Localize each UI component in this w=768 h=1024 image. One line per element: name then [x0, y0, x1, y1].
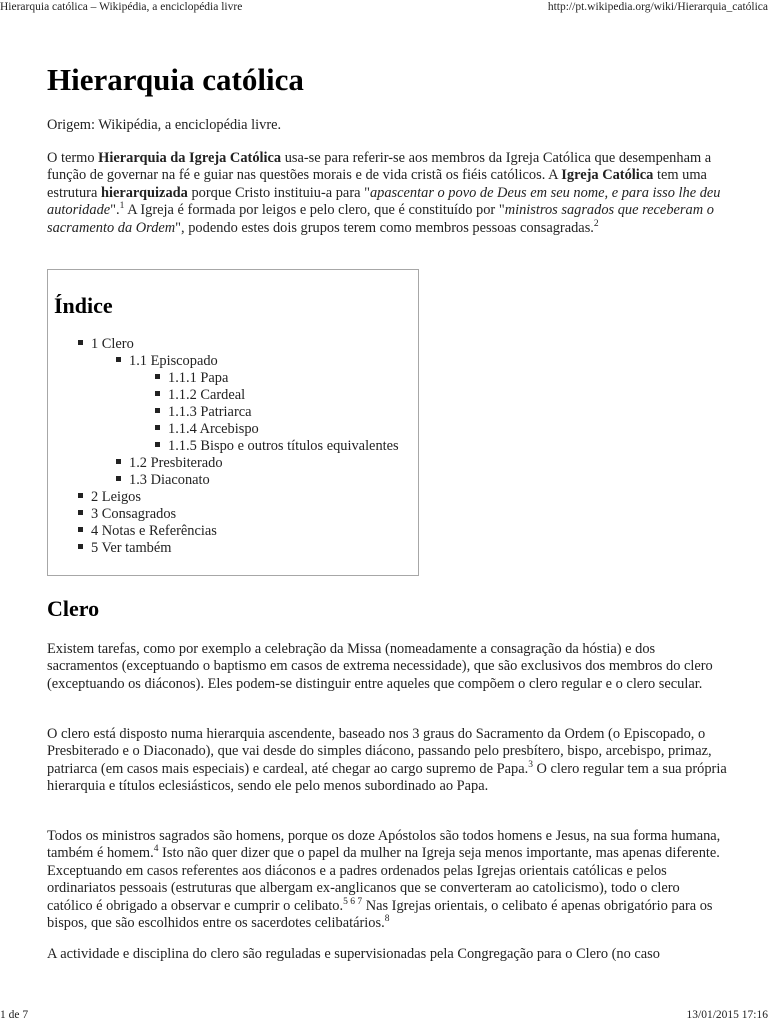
- intro-quote: apascentar o povo de Deus em seu nome, e para isso lhe deu autoridade: [47, 184, 721, 219]
- paragraph-text: Nas Igrejas orientais, o celibato é apenas obrigatório para os bispos, que são escolhidos entre os sacerdotes celibatários.: [47, 897, 713, 932]
- intro-text: porque Cristo instituiu-a para ": [187, 184, 370, 201]
- print-footer: [0, 1008, 768, 1022]
- paragraph-text: O clero está disposto numa hierarquia ascendente, baseado nos 3 graus do Sacramento da Ordem (o Episcopado, o Presbiterado e o Diaconado), que vai desde do simples diácono, passando pelo presbítero, bispo, arcebispo, primaz, patriarca (em casos mais especiais) e cardeal, até chegar ao cargo supremo de Papa.: [47, 726, 712, 777]
- clero-paragraph-2: [47, 726, 727, 796]
- reference-5[interactable]: 5: [343, 896, 348, 907]
- intro-quote: ministros sagrados que receberam o sacramento da Ordem: [47, 202, 714, 236]
- intro-text: O termo: [47, 150, 99, 166]
- bullet-icon: [116, 357, 121, 362]
- reference-7[interactable]: 7: [357, 896, 363, 907]
- reference-4[interactable]: 4: [153, 844, 159, 855]
- clero-paragraph-1: Existem tarefas, como por exemplo a celebração da Missa (nomeadamente a consagração da hóstia) e dos sacramentos (exceptuando o baptismo em casos de extrema necessidade), que são exclusivos dos membros do clero (exceptuando os diáconos). Eles podem-se distinguir entre aqueles que compõem o clero regular e o clero secular.: [47, 641, 713, 692]
- reference-6[interactable]: 6: [350, 896, 355, 907]
- toc-item[interactable]: [155, 438, 399, 455]
- bullet-icon: [155, 408, 160, 413]
- toc-item-label[interactable]: 1.3 Diaconato: [129, 472, 210, 488]
- bullet-icon: [155, 442, 160, 447]
- bullet-icon: [78, 527, 83, 532]
- toc-title: Índice: [54, 293, 113, 318]
- reference-1[interactable]: 1: [119, 201, 125, 212]
- bullet-icon: [116, 476, 121, 481]
- clero-paragraph-3: [47, 828, 727, 932]
- paragraph-text: Todos os ministros sagrados são homens, porque os doze Apóstolos são todos homens e Jesus, na sua forma humana, também é homem.: [47, 828, 721, 862]
- toc-item[interactable]: [116, 472, 210, 489]
- intro-bold-term: Hierarquia da Igreja Católica: [98, 150, 282, 166]
- intro-text: tem uma estrutura: [47, 167, 707, 201]
- section-heading-clero: Clero: [47, 596, 100, 621]
- toc-item-label[interactable]: 1.1.4 Arcebispo: [168, 421, 259, 437]
- clero-paragraph-4: A actividade e disciplina do clero são reguladas e supervisionadas pela Congregação para o Clero (no caso: [47, 946, 660, 962]
- bullet-icon: [155, 425, 160, 430]
- intro-text: ".: [110, 202, 120, 219]
- reference-8[interactable]: 8: [384, 914, 390, 925]
- bullet-icon: [116, 459, 121, 464]
- toc-item[interactable]: [155, 387, 245, 404]
- bullet-icon: [155, 374, 160, 379]
- print-header-url[interactable]: http://pt.wikipedia.org/wiki/Hierarquia_católica: [547, 1, 768, 13]
- bullet-icon: [78, 493, 83, 498]
- toc-item[interactable]: [78, 336, 134, 353]
- toc-item-label[interactable]: 5 Ver também: [91, 540, 172, 556]
- toc-item[interactable]: [78, 489, 141, 506]
- print-datetime: 13/01/2015 17:16: [686, 1009, 768, 1021]
- toc-item[interactable]: [155, 421, 259, 438]
- toc-item[interactable]: [116, 455, 223, 472]
- page-number: 1 de 7: [0, 1009, 29, 1021]
- toc-item[interactable]: [116, 353, 218, 370]
- toc-item-label[interactable]: 1.1.2 Cardeal: [168, 387, 246, 403]
- intro-bold-hierarquizada: hierarquizada: [100, 184, 188, 201]
- reference-2[interactable]: 2: [593, 218, 599, 229]
- bullet-icon: [78, 510, 83, 515]
- toc-item[interactable]: [78, 540, 171, 557]
- toc-item-label[interactable]: 1.2 Presbiterado: [129, 455, 223, 471]
- toc-item-label[interactable]: 1.1.5 Bispo e outros títulos equivalentes: [168, 438, 399, 454]
- toc-item[interactable]: [78, 506, 176, 523]
- print-header-title: Hierarquia católica – Wikipédia, a enciclopédia livre: [0, 1, 243, 13]
- toc-item-label[interactable]: 4 Notas e Referências: [91, 523, 217, 539]
- bullet-icon: [78, 544, 83, 549]
- toc-item-label[interactable]: 1.1 Episcopado: [129, 353, 218, 369]
- bullet-icon: [155, 391, 160, 396]
- bullet-icon: [78, 340, 83, 345]
- table-of-contents: [47, 269, 419, 576]
- toc-item-label[interactable]: 1.1.3 Patriarca: [168, 404, 252, 420]
- page-title: Hierarquia católica: [47, 62, 304, 97]
- reference-3[interactable]: 3: [528, 759, 533, 770]
- print-header: [0, 0, 768, 14]
- intro-text: ", podendo estes dois grupos terem como membros pessoas consagradas.: [175, 219, 594, 236]
- toc-item-label[interactable]: 2 Leigos: [91, 489, 141, 505]
- site-subtitle: Origem: Wikipédia, a enciclopédia livre.: [47, 117, 282, 133]
- paragraph-text: O clero regular tem a sua própria hierarquia e títulos eclesiásticos, sendo ele pelo menos subordinado ao Papa.: [47, 760, 727, 795]
- paragraph-text: Isto não quer dizer que o papel da mulher na Igreja seja menos importante, mas apenas diferente. Exceptuando em casos referentes aos diáconos e a padres ordenados pelas Igrejas orientais católicas e pelos ordinariatos pessoais (estruturas que albergam ex-anglicanos que se converteram ao catolicismo), todo o clero católico é obrigado a observar e cumprir o celibato.: [47, 845, 720, 914]
- toc-item-label[interactable]: 1 Clero: [91, 336, 134, 352]
- toc-item[interactable]: [155, 404, 252, 421]
- intro-text: A Igreja é formada por leigos e pelo clero, que é constituído por ": [124, 202, 505, 219]
- intro-paragraph: [47, 150, 727, 237]
- toc-item-label[interactable]: 3 Consagrados: [91, 506, 177, 522]
- intro-link-igreja[interactable]: Igreja Católica: [561, 167, 654, 184]
- intro-text: usa-se para referir-se aos membros da Igreja Católica que desempenham a função de governar na fé e guiar nas questões morais e de vida cristã os fiéis católicos. A: [47, 150, 712, 184]
- toc-item[interactable]: [155, 370, 228, 387]
- toc-item-label[interactable]: 1.1.1 Papa: [168, 370, 229, 386]
- toc-item[interactable]: [78, 523, 217, 540]
